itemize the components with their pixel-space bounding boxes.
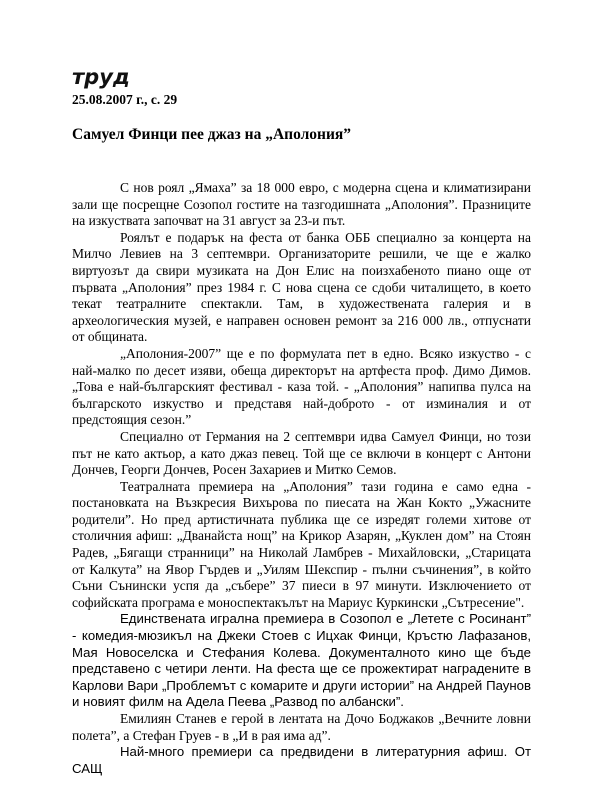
newspaper-logo: труд [72, 65, 130, 89]
article-paragraph: Специално от Германия на 2 септември идва Самуел Финци, но този път не като актьор, а като джаз певец. Той ще се включи в концерт с Антони Дончев, Георги Дончев, Росен Захариев и Митко Семов. [72, 428, 531, 478]
article-paragraph: Театралната премиера на „Аполония” тази година е само една - постановката на Възкресия Вихърова по пиесата на Жан Кокто „Ужасните родители”. Но пред артистичната публика ще се изредят големи хитове от столичния афиш: „Дванайста нощ” на Крикор Азарян, „Куклен дом” на Стоян Радев, „Бягащи странници” на Николай Ламбрев - Михайловски, „Старицата от Калкута” на Явор Гърдев и „Уилям Шекспир - пълни съчинения”, в който Съни Сънински успя да „събере” 37 пиеси в 97 минути. Изключението от софийската програма е моноспектакълът на Мариус Куркински „Сътресение". [72, 478, 531, 610]
dateline: 25.08.2007 г., с. 29 [72, 92, 178, 107]
article-paragraph: Единствената игрална премиера в Созопол е „Летете с Росинант” - комедия-мюзикъл на Джеки Стоев с Ицхак Финци, Кръстю Лафазанов, Мая Новоселска и Стефания Колева. Документалното кино ще бъде представено с четири ленти. На феста ще се прожектират наградените в Карлови Вари „Проблемът с комарите и други истории” на Андрей Паунов и новият филм на Адела Пеева „Развод по албански”. [72, 611, 531, 710]
article-paragraph: Роялът е подарък на феста от банка ОББ специално за концерта на Милчо Левиев на 3 септември. Организаторите решили, че ще е жалко виртуозът да свири музиката на Дон Елис на поизхабеното пиано още от първата „Аполония” през 1984 г. С нова сцена се сдоби читалището, в което текат театралните спектакли. Там, в художествената галерия и в археологическия музей, е направен основен ремонт за 216 000 лв., отпуснати от общината. [72, 229, 531, 345]
article-paragraph: „Аполония-2007” ще е по формулата пет в едно. Всяко изкуство - с най-малко по десет изяви, обеща директорът на артфеста проф. Димо Димов. „Това е най-българският фестивал - каза той. - „Аполония” напипва пулса на българското изкуство и представя най-доброто - от изминалия и от предстоящия сезон.” [72, 345, 531, 428]
article-paragraph: Най-много премиери са предвидени в литературния афиш. От САЩ [72, 744, 531, 776]
article-paragraph: С нов роял „Ямаха” за 18 000 евро, с модерна сцена и климатизирани зали ще посрещне Созопол гостите на тазгодишната „Аполония”. Празниците на изкуствата започват на 31 август за 23-и път. [72, 180, 531, 229]
article-paragraph: Емилиян Станев е герой в лентата на Дочо Боджаков „Вечните ловни полета”, а Стефан Груев - в „И в рая има ад”. [72, 711, 531, 743]
article-headline: Самуел Финци пее джаз на „Аполония” [72, 126, 352, 143]
article-body [72, 180, 531, 777]
